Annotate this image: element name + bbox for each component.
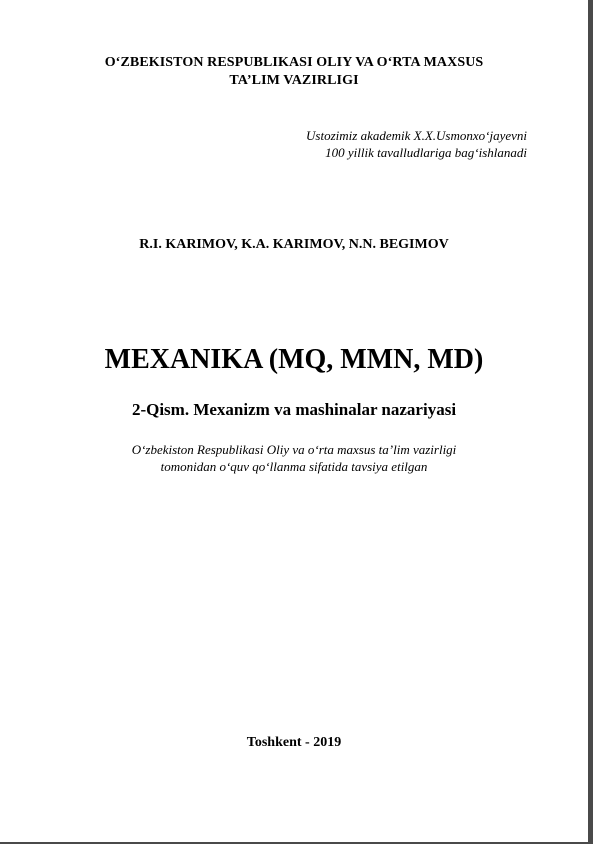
recommendation-line-2: tomonidan o‘quv qo‘llanma sifatida tavsiya etilgan <box>160 459 428 474</box>
recommendation-line-1: O‘zbekiston Respublikasi Oliy va o‘rta maxsus ta’lim vazirligi <box>131 442 457 457</box>
page-edge-shadow-right <box>588 0 593 844</box>
city-year: Toshkent - 2019 <box>246 735 342 750</box>
ministry-name-line-2: TA’LIM VAZIRLIGI <box>229 73 359 88</box>
dedication-line-2: 100 yillik tavalludlariga bag‘ishlanadi <box>325 145 527 160</box>
authors: R.I. KARIMOV, K.A. KARIMOV, N.N. BEGIMOV <box>139 237 449 252</box>
book-title: MEXANIKA (MQ, MMN, MD) <box>104 344 484 375</box>
dedication-line-1: Ustozimiz akademik X.X.Usmonxo‘jayevni <box>306 128 527 143</box>
ministry-name-line-1: O‘ZBEKISTON RESPUBLIKASI OLIY VA O‘RTA MAXSUS <box>104 55 484 70</box>
book-subtitle: 2-Qism. Mexanizm va mashinalar nazariyasi <box>131 400 457 419</box>
